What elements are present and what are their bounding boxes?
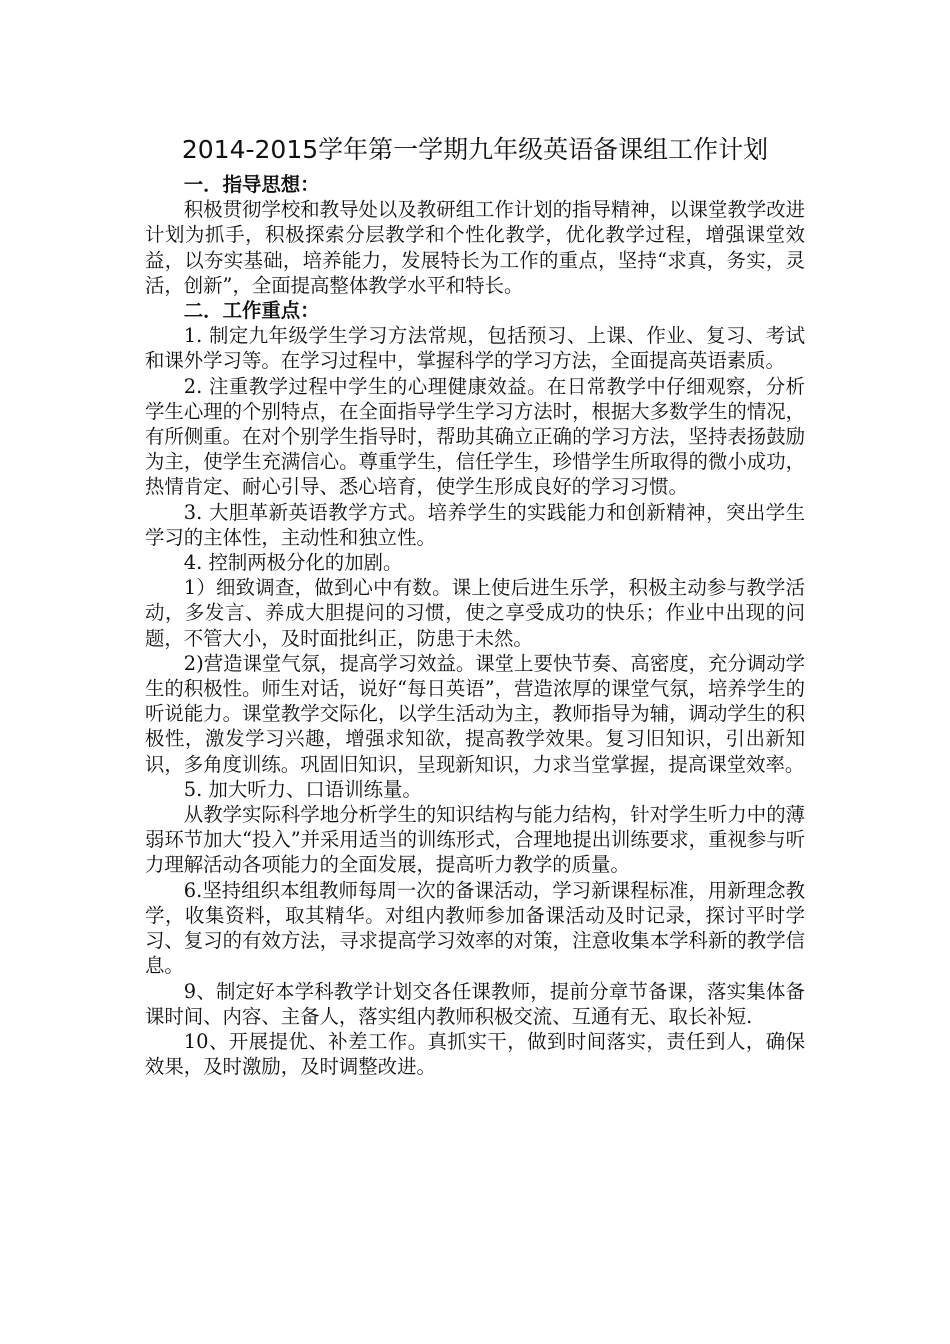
section-heading-work-focus: 二．工作重点： [183,299,320,323]
paragraph: 9、制定好本学科教学计划交各任课教师，提前分章节备课，落实集体备课时间、内容、主备人，落实组内教师积极交流、互通有无、取长补短. [145,979,805,1028]
document-body [145,172,805,1079]
paragraph: 6.坚持组织本组教师每周一次的备课活动，学习新课程标准，用新理念教学，收集资料，取其精华。对组内教师参加备课活动及时记录，探讨平时学习、复习的有效方法，寻求提高学习效率的对策，注意收集本学科新的教学信息。 [145,878,805,978]
paragraph: 积极贯彻学校和教导处以及教研组工作计划的指导精神，以课堂教学改进计划为抓手，积极探索分层教学和个性化教学，优化教学过程，增强课堂效益，以夯实基础，培养能力，发展特长为工作的重点，坚持“求真，务实，灵活，创新”，全面提高整体教学水平和特长。 [145,198,805,297]
paragraph: 10、开展提优、补差工作。真抓实干，做到时间落实，责任到人，确保效果，及时激励，及时调整改进。 [145,1029,805,1079]
paragraph: 4. 控制两极分化的加剧。 [183,551,403,575]
paragraph: 从教学实际科学地分析学生的知识结构与能力结构，针对学生听力中的薄弱环节加大“投入”并采用适当的训练形式，合理地提出训练要求，重视参与听力理解活动各项能力的全面发展，提高听力教学的质量。 [145,803,805,877]
paragraph: 1）细致调查，做到心中有数。课上使后进生乐学，积极主动参与教学活动，多发言、养成大胆提问的习惯，使之享受成功的快乐；作业中出现的问题，不管大小，及时面批纠正，防患于未然。 [145,576,805,650]
paragraph: 3. 大胆革新英语教学方式。培养学生的实践能力和创新精神，突出学生学习的主体性，主动性和独立性。 [145,500,805,549]
paragraph: 1. 制定九年级学生学习方法常规，包括预习、上课、作业、复习、考试和课外学习等。在学习过程中，掌握科学的学习方法，全面提高英语素质。 [145,324,805,373]
document-title: 2014-2015学年第一学期九年级英语备课组工作计划 [181,135,769,164]
section-heading-guiding-ideology: 一．指导思想： [183,173,320,196]
paragraph: 2)营造课堂气氛，提高学习效益。课堂上要快节奏、高密度，充分调动学生的积极性。师生对话，说好“每日英语”，营造浓厚的课堂气氛，培养学生的听说能力。课堂教学交际化，以学生活动为主，教师指导为辅，调动学生的积极性，激发学习兴趣，增强求知欲，提高教学效果。复习旧知识，引出新知识，多角度训练。巩固旧知识，呈现新知识，力求当堂掌握，提高课堂效率。 [145,651,805,776]
paragraph: 2. 注重教学过程中学生的心理健康效益。在日常教学中仔细观察，分析学生心理的个别特点，在全面指导学生学习方法时，根据大多数学生的情况，有所侧重。在对个别学生指导时，帮助其确立正确的学习方法，坚持表扬鼓励为主，使学生充满信心。尊重学生，信任学生，珍惜学生所取得的微小成功，热情肯定、耐心引导、悉心培育，使学生形成良好的学习习惯。 [145,374,805,499]
paragraph: 5. 加大听力、口语训练量。 [183,777,422,801]
